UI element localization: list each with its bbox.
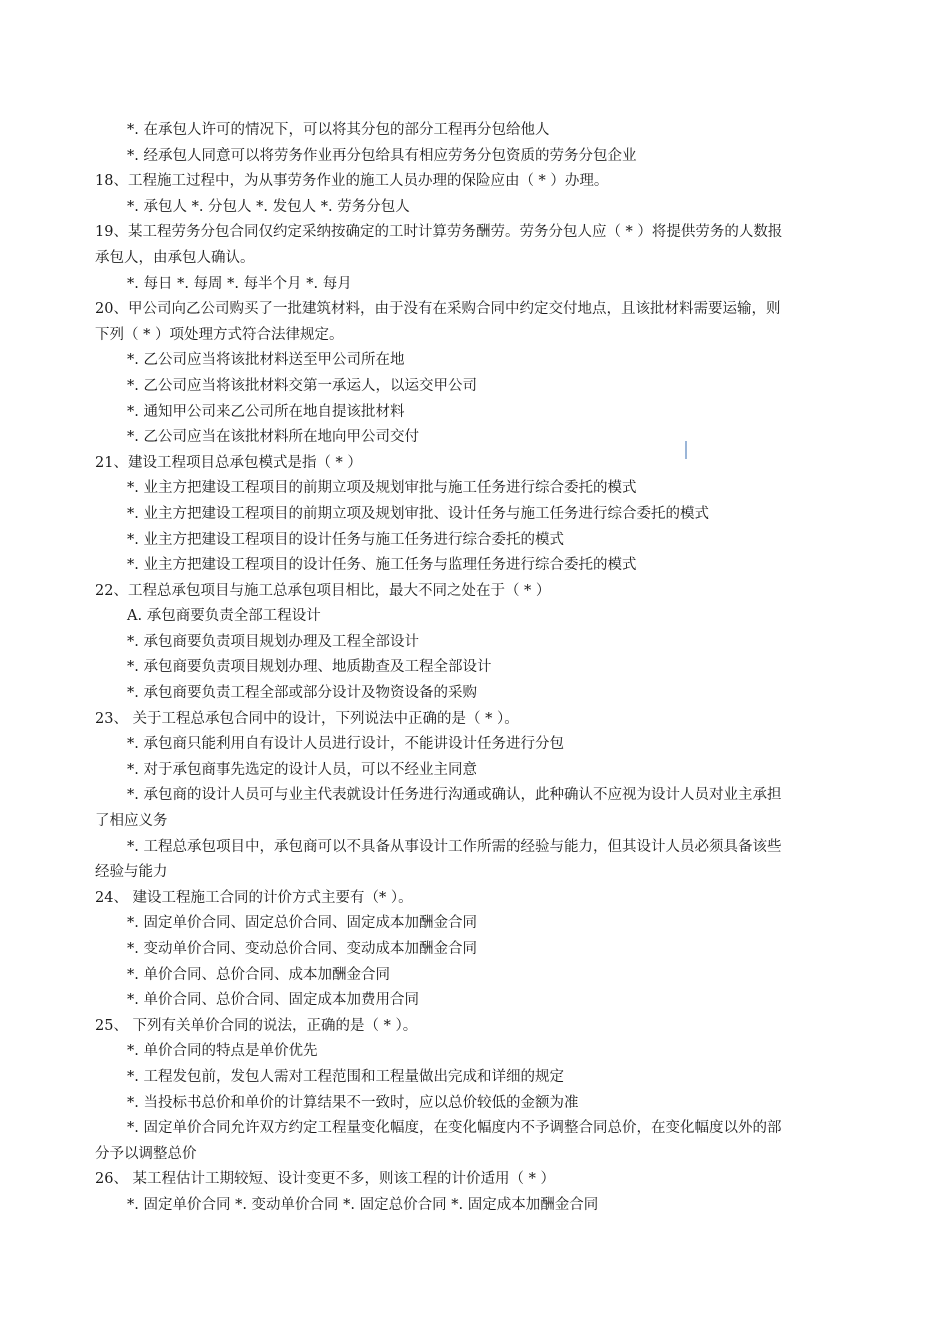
option-line: *. 业主方把建设工程项目的设计任务与施工任务进行综合委托的模式 (127, 531, 564, 548)
option-line: *. 业主方把建设工程项目的前期立项及规划审批与施工任务进行综合委托的模式 (127, 480, 637, 497)
question-line: 承包人，由承包人确认。 (95, 249, 255, 266)
option-line: *. 当投标书总价和单价的计算结果不一致时，应以总价较低的金额为准 (127, 1094, 579, 1111)
question-line: 19、某工程劳务分包合同仅约定采纳按确定的工时计算劳务酬劳。劳务分包人应（ * ）将提供劳务的人数报 (95, 224, 783, 241)
option-line: *. 乙公司应当将该批材料送至甲公司所在地 (127, 352, 405, 369)
question-line: 22、工程总承包项目与施工总承包项目相比，最大不同之处在于（ * ） (95, 582, 551, 599)
question-line: 分予以调整总价 (95, 1145, 197, 1162)
question-line: 24、 建设工程施工合同的计价方式主要有（* ）。 (95, 889, 413, 906)
question-line: 经验与能力 (95, 864, 168, 881)
option-line: *. 工程总承包项目中，承包商可以不具备从事设计工作所需的经验与能力，但其设计人员必须具备该些 (127, 838, 782, 855)
question-line: 18、工程施工过程中，为从事劳务作业的施工人员办理的保险应由（ * ）办理。 (95, 173, 609, 190)
option-line: *. 通知甲公司来乙公司所在地自提该批材料 (127, 403, 405, 420)
option-line: *. 每日 *. 每周 *. 每半个月 *. 每月 (127, 275, 352, 292)
option-line: *. 经承包人同意可以将劳务作业再分包给具有相应劳务分包资质的劳务分包企业 (127, 147, 637, 164)
question-line: 21、建设工程项目总承包模式是指（ * ） (95, 454, 362, 471)
option-line: *. 承包商要负责工程全部或部分设计及物资设备的采购 (127, 685, 477, 702)
question-line: 25、 下列有关单价合同的说法，正确的是（ * ）。 (95, 1017, 418, 1034)
option-line: *. 固定单价合同 *. 变动单价合同 *. 固定总价合同 *. 固定成本加酬金合同 (127, 1196, 599, 1213)
option-line: *. 固定单价合同、固定总价合同、固定成本加酬金合同 (127, 915, 477, 932)
text-cursor (685, 441, 687, 459)
option-line: *. 对于承包商事先选定的设计人员，可以不经业主同意 (127, 761, 477, 778)
option-line: *. 业主方把建设工程项目的前期立项及规划审批、设计任务与施工任务进行综合委托的模式 (127, 505, 709, 522)
option-line: *. 在承包人许可的情况下，可以将其分包的部分工程再分包给他人 (127, 122, 550, 138)
option-line: *. 单价合同、总价合同、固定成本加费用合同 (127, 992, 419, 1009)
document-page (0, 118, 950, 1219)
option-line: *. 承包商要负责项目规划办理及工程全部设计 (127, 633, 419, 650)
option-line: *. 工程发包前，发包人需对工程范围和工程量做出完成和详细的规定 (127, 1068, 564, 1085)
option-line: *. 承包商的设计人员可与业主代表就设计任务进行沟通或确认，此种确认不应视为设计人员对业主承担 (127, 787, 782, 804)
question-line: 20、甲公司向乙公司购买了一批建筑材料，由于没有在采购合同中约定交付地点，且该批材料需要运输，则 (95, 301, 781, 318)
question-line: 了相应义务 (95, 813, 168, 830)
option-line: A. 承包商要负责全部工程设计 (127, 608, 321, 625)
question-line: 23、 关于工程总承包合同中的设计，下列说法中正确的是（ * ）。 (95, 710, 519, 727)
question-line: 26、 某工程估计工期较短、设计变更不多，则该工程的计价适用（ * ） (95, 1171, 556, 1188)
option-line: *. 乙公司应当在该批材料所在地向甲公司交付 (127, 429, 419, 446)
option-line: *. 单价合同的特点是单价优先 (127, 1043, 318, 1060)
question-line: 下列（ * ）项处理方式符合法律规定。 (95, 326, 344, 343)
option-line: *. 承包商只能利用自有设计人员进行设计，不能讲设计任务进行分包 (127, 736, 564, 753)
option-line: *. 业主方把建设工程项目的设计任务、施工任务与监理任务进行综合委托的模式 (127, 557, 637, 574)
option-line: *. 固定单价合同允许双方约定工程量变化幅度，在变化幅度内不予调整合同总价，在变化幅度以外的部 (127, 1120, 782, 1137)
option-line: *. 变动单价合同、变动总价合同、变动成本加酬金合同 (127, 941, 477, 957)
option-line: *. 单价合同、总价合同、成本加酬金合同 (127, 966, 390, 983)
option-line: *. 乙公司应当将该批材料交第一承运人，以运交甲公司 (127, 377, 477, 394)
option-line: *. 承包人 *. 分包人 *. 发包人 *. 劳务分包人 (127, 198, 410, 215)
option-line: *. 承包商要负责项目规划办理、地质勘查及工程全部设计 (127, 659, 492, 676)
